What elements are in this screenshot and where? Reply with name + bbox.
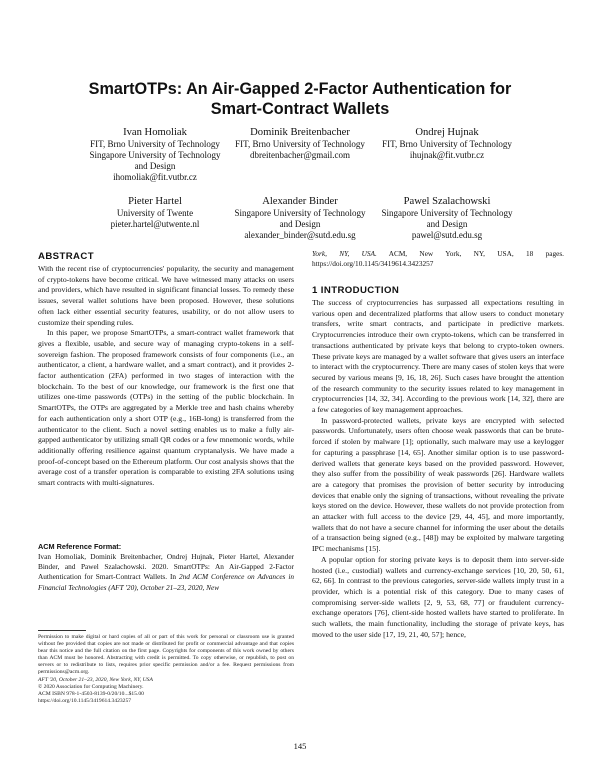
permission-isbn: ACM ISBN 978-1-4503-8139-0/20/10...$15.00 — [38, 690, 144, 697]
reference-format — [38, 552, 294, 593]
author-affiliation: FIT, Brno University of Technology — [382, 139, 512, 149]
author-affiliation: Singapore University of Technology — [381, 208, 513, 218]
author-affiliation: Singapore University of Technology — [89, 150, 221, 160]
author-email: pawel@sutd.edu.sg — [411, 230, 483, 240]
author-name: Pawel Szalachowski — [403, 196, 491, 207]
author-email: alexander_binder@sutd.edu.sg — [244, 230, 356, 240]
author-name: Pieter Hartel — [128, 196, 182, 207]
page-number: 145 — [293, 741, 307, 751]
permission-doi[interactable]: https://doi.org/10.1145/3419614.3423257 — [38, 697, 132, 704]
title-line-2: Smart-Contract Wallets — [210, 100, 390, 118]
introduction-heading: 1 INTRODUCTION — [312, 285, 400, 296]
reference-format-venue-cont: York, NY, USA. — [312, 249, 377, 258]
permission-copyright: © 2020 Association for Computing Machinery. — [38, 683, 144, 690]
author-block — [372, 195, 522, 241]
author-affiliation: FIT, Brno University of Technology — [90, 139, 220, 149]
author-affiliation: and Design — [134, 161, 176, 171]
author-name: Ivan Homoliak — [123, 127, 187, 138]
paper-title — [40, 79, 560, 119]
author-name: Dominik Breitenbacher — [250, 127, 350, 138]
author-name: Ondrej Hujnak — [415, 127, 479, 138]
author-block — [222, 195, 378, 241]
abstract-paragraph: With the recent rise of cryptocurrencies' popularity, the security and management of crypto-tokens have become critical. We have witnessed many attacks on users and providers, which have resulted in significant financial losses. To remedy these issues, several wallet solutions have been proposed. However, these solutions often lack either essential security features, usability, or do not allow users to customize their spending rules. — [38, 264, 294, 327]
abstract-paragraph: In this paper, we propose SmartOTPs, a smart-contract wallet framework that gives a flexible, usable, and secure way of managing crypto-tokens in a self-sovereign fashion. The proposed framework consists of four components (i.e., an authenticator, a client, a hardware wallet, and a smart contract), and it provides 2-factor authentication (2FA) performed in two stages of interaction with the blockchain. To the best of our knowledge, our framework is the first one that utilizes one-time passwords (OTPs) in the setting of the public blockchain. In SmartOTPs, the OTPs are aggregated by a Merkle tree and hash chains whereby for each authentication only a short OTP (e.g., 16B-long) is transferred from the authenticator to the client. Such a novel setting enables us to make a fully air-gapped authenticator by utilizing small QR codes or a few mnemonic words, while additionally offering resilience against quantum cryptanalysis. We have made a proof-of-concept based on the Ethereum platform. Our cost analysis shows that the average cost of a transfer operation is comparable to existing 2FA solutions using smart contracts with multi-signatures. — [38, 328, 294, 488]
author-email: ihomoliak@fit.vutbr.cz — [113, 172, 197, 182]
author-affiliation: and Design — [279, 219, 321, 229]
intro-paragraph: A popular option for storing private keys is to deposit them into server-side hosted (i.e., custodial) wallets and currency-exchange services [10, 20, 50, 61, 62, 66]. In contrast to the previous categories, server-side wallets imply trust in a provider, which is a potential risk of this category. Due to many cases of compromising server-side wallets [2, 9, 53, 68, 77] or fraudulent currency-exchange operators [76], client-side hosted wallets have started to proliferate. In such wallets, the main functionality, including the storage of private keys, has moved to the user side [17, 19, 21, 40, 57]; hence, — [312, 554, 564, 639]
reference-format-heading: ACM Reference Format: — [38, 542, 122, 551]
reference-format-venue: 2nd ACM Conference on Advances in Financial Technologies (AFT '20), October 21–23, 2020, New — [38, 572, 294, 592]
author-email: dbreitenbacher@gmail.com — [250, 150, 350, 160]
author-affiliation: Singapore University of Technology — [234, 208, 366, 218]
author-affiliation: University of Twente — [116, 208, 194, 218]
author-block — [82, 195, 228, 230]
permission-text: Permission to make digital or hard copies of all or part of this work for personal or classroom use is granted without fee provided that copies are not made or distributed for profit or commercial advantage and that copies bear this notice and the full citation on the first page. Copyrights for components of this work owned by others than ACM must be honored. Abstracting with credit is permitted. To copy otherwise, or republish, to post on servers or to redistribute to lists, requires prior specific permission and/or a fee. Request permissions from permissions@acm.org. — [38, 634, 294, 676]
author-email: pieter.hartel@utwente.nl — [110, 219, 200, 229]
reference-format-text: Ivan Homoliak, Dominik Breitenbacher, Ondrej Hujnak, Pieter Hartel, Alexander Binder, and Pawel Szalachowski. 2020. SmartOTPs: An Air-Gapped 2-Factor Authentication for Smart-Contract Wallets. In — [38, 552, 294, 582]
author-affiliation: and Design — [426, 219, 468, 229]
author-block — [82, 126, 228, 183]
footnote-rule — [38, 630, 86, 631]
intro-paragraph: The success of cryptocurrencies has surpassed all expectations resulting in various open and decentralized platforms that allow users to conduct monetary transfers, write smart contracts, and participate in predictive markets. Cryptocurrencies introduce their own crypto-tokens, which can be transferred in transactions authenticated by private keys that belong to crypto-token owners. These private keys are managed by a wallet software that gives users an interface to interact with the cryptocurrency. There are many cases of stolen keys that were secured by various means [9, 16, 18, 26]. Such cases have brought the attention of the research community to the security issues related to key management in cryptocurrencies [14, 32, 34]. According to the previous work [14, 32], there are a few categories of key management approaches. — [312, 298, 564, 415]
permission-venue: AFT '20, October 21–23, 2020, New York, NY, USA — [38, 676, 153, 683]
permission-notice — [38, 634, 294, 705]
introduction-body — [312, 298, 564, 641]
author-email: ihujnak@fit.vutbr.cz — [409, 150, 485, 160]
author-block — [222, 126, 378, 161]
reference-format-continued — [312, 249, 564, 269]
author-block — [372, 126, 522, 161]
author-affiliation: FIT, Brno University of Technology — [235, 139, 365, 149]
intro-paragraph: In password-protected wallets, private keys are encrypted with selected passwords. Unfortunately, users often choose weak passwords that can be brute-forced if stolen by malware [1]; optionally, such malware may use a keylogger for capturing a passphrase [14, 65]. Another similar option is to use password-derived wallets that generate keys based on the provided password. However, they also suffer from the possibility of weak passwords [26]. Hardware wallets are a category that promises the provision of better security by introducing devices that enable only the signing of transactions, without revealing the private keys stored on the device. However, these wallets do not provide protection from an attacker with full access to the device [29, 44, 45], and more importantly, wallets that do not have a secure channel for informing the user about the details of a transaction being signed (e.g., [48]) may be exploited by malware targeting IPC mechanisms [15]. — [312, 415, 564, 554]
reference-format-tail[interactable]: ACM, New York, NY, USA, 18 pages. https://doi.org/10.1145/3419614.3423257 — [312, 249, 565, 269]
title-line-1: SmartOTPs: An Air-Gapped 2-Factor Authentication for — [88, 80, 512, 98]
abstract-heading: ABSTRACT — [38, 251, 94, 262]
author-name: Alexander Binder — [262, 196, 338, 207]
abstract-body — [38, 264, 294, 489]
